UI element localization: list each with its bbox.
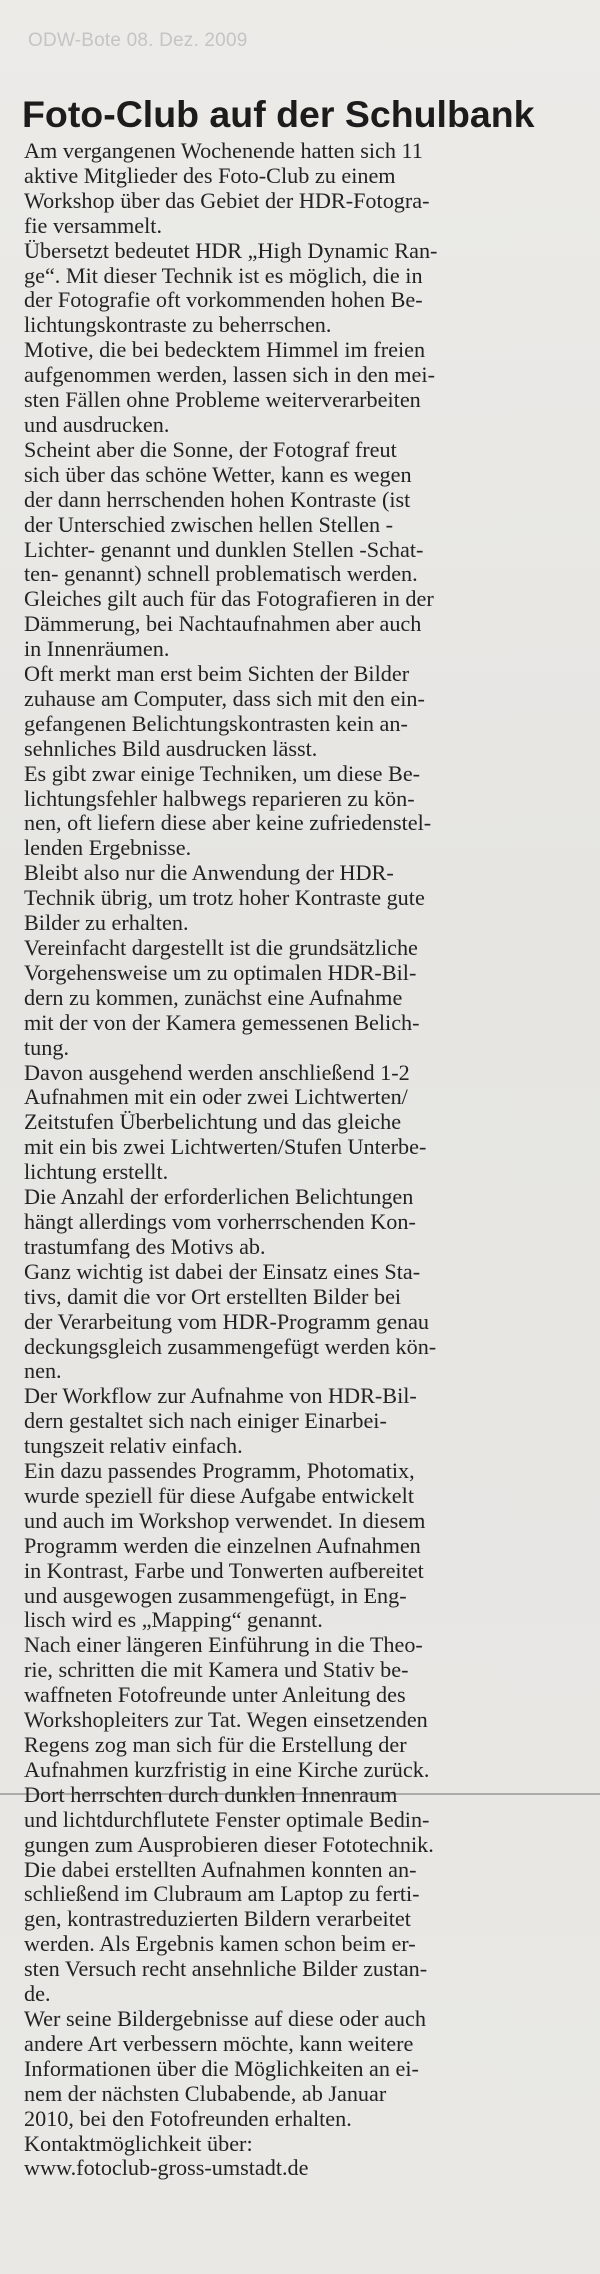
- article-line: deckungsgleich zusammengefügt werden kön-: [24, 1333, 437, 1359]
- article-line: Vorgehensweise um zu optimalen HDR-Bil-: [24, 959, 417, 985]
- article-line: Oft merkt man erst beim Sichten der Bilder: [24, 661, 410, 687]
- article-line: Nach einer längeren Einführung in die Theo-: [24, 1632, 423, 1658]
- article-line: schließend im Clubraum am Laptop zu ferti-: [24, 1881, 420, 1907]
- article-line: Es gibt zwar einige Techniken, um diese Be-: [24, 760, 421, 786]
- article-paragraph: [24, 139, 586, 239]
- article-line: der dann herrschenden hohen Kontraste (ist: [24, 486, 411, 512]
- article-line: Bilder zu erhalten.: [24, 910, 189, 936]
- article-line: gungen zum Ausprobieren dieser Fototechnik.: [24, 1831, 434, 1857]
- article-line: de.: [24, 1981, 51, 2007]
- article-paragraph: [24, 338, 586, 438]
- article-paragraph: [24, 1633, 586, 1782]
- article-line: 2010, bei den Fotofreunden erhalten.: [24, 2105, 352, 2131]
- article-line: mit der von der Kamera gemessenen Belich-: [24, 1009, 420, 1035]
- article-line: hängt allerdings vom vorherrschenden Kon-: [24, 1208, 416, 1234]
- article-line: rie, schritten die mit Kamera und Stativ be-: [24, 1657, 409, 1683]
- article-paragraph: [24, 438, 586, 587]
- article-paragraph: [24, 1459, 586, 1633]
- article-line: dern gestaltet sich nach einiger Einarbei-: [24, 1408, 387, 1434]
- article-line: Programm werden die einzelnen Aufnahmen: [24, 1532, 421, 1558]
- article-line: Dort herrschten durch dunklen Innenraum: [24, 1781, 398, 1807]
- article-paragraph: [24, 1185, 586, 1260]
- article-line: trastumfang des Motivs ab.: [24, 1233, 266, 1259]
- article-line: und ausgewogen zusammengefügt, in Eng-: [24, 1582, 407, 1608]
- article-line: Die Anzahl der erforderlichen Belichtungen: [24, 1184, 414, 1210]
- article-line: Workshop über das Gebiet der HDR-Fotogra-: [24, 187, 430, 213]
- article-line: www.fotoclub-gross-umstadt.de: [24, 2155, 309, 2181]
- article-line: werden. Als Ergebnis kamen schon beim er-: [24, 1931, 416, 1957]
- article-line: und ausdrucken.: [24, 411, 170, 437]
- article-paragraph: [24, 1384, 586, 1459]
- article-line: Dämmerung, bei Nachtaufnahmen aber auch: [24, 611, 422, 637]
- article-line: Technik übrig, um trotz hoher Kontraste gute: [24, 885, 425, 911]
- article-line: gen, kontrastreduzierten Bildern verarbeitet: [24, 1906, 411, 1932]
- article-line: tungszeit relativ einfach.: [24, 1433, 243, 1459]
- article-line: Kontaktmöglichkeit über:: [24, 2130, 253, 2156]
- article-line: waffneten Fotofreunde unter Anleitung des: [24, 1682, 406, 1708]
- article-line: Übersetzt bedeutet HDR „High Dynamic Ran-: [24, 237, 438, 263]
- article-line: Aufnahmen mit ein oder zwei Lichtwerten/: [24, 1084, 408, 1110]
- article-line: sten Versuch recht ansehnliche Bilder zustan-: [24, 1956, 428, 1982]
- article-line: in Innenräumen.: [24, 636, 170, 662]
- article-paragraph: [24, 762, 586, 862]
- article-paragraph: [24, 239, 586, 339]
- article-line: und lichtdurchflutete Fenster optimale Bedin-: [24, 1806, 430, 1832]
- article-paragraph: [24, 2007, 586, 2181]
- article-line: der Fotografie oft vorkommenden hohen Be-: [24, 287, 423, 313]
- article-line: tivs, damit die vor Ort erstellten Bilder bei: [24, 1283, 402, 1309]
- article-line: Bleibt also nur die Anwendung der HDR-: [24, 860, 394, 886]
- article-paragraph: [24, 1061, 586, 1186]
- source-line: ODW-Bote 08. Dez. 2009: [28, 30, 248, 51]
- article-line: dern zu kommen, zunächst eine Aufnahme: [24, 984, 403, 1010]
- article-line: Vereinfacht dargestellt ist die grundsätzliche: [24, 935, 418, 960]
- article-line: Regens zog man sich für die Erstellung der: [24, 1732, 407, 1757]
- article-line: Informationen über die Möglichkeiten an ei-: [24, 2055, 419, 2081]
- article-line: lichtungskontraste zu beherrschen.: [24, 312, 332, 338]
- article-line: sich über das schöne Wetter, kann es wegen: [24, 461, 412, 487]
- article-line: lisch wird es „Mapping“ genannt.: [24, 1607, 323, 1633]
- article-line: nen.: [24, 1358, 62, 1384]
- article-line: sehnliches Bild ausdrucken lässt.: [24, 735, 318, 761]
- article-line: lenden Ergebnisse.: [24, 835, 192, 861]
- article-line: zuhause am Computer, dass sich mit den ein-: [24, 685, 425, 711]
- article-line: ten- genannt) schnell problematisch werden.: [24, 561, 418, 587]
- article-line: Motive, die bei bedecktem Himmel im freien: [24, 337, 426, 363]
- article-line: Der Workflow zur Aufnahme von HDR-Bil-: [24, 1383, 417, 1409]
- article-line: Zeitstufen Überbelichtung und das gleiche: [24, 1109, 402, 1135]
- article-line: in Kontrast, Farbe und Tonwerten aufbereitet: [24, 1557, 424, 1583]
- headline: Foto-Club auf der Schulbank: [22, 93, 535, 135]
- article-line: der Unterschied zwischen hellen Stellen -: [24, 511, 394, 537]
- article-line: aufgenommen werden, lassen sich in den mei-: [24, 362, 435, 388]
- article-line: gefangenen Belichtungskontrasten kein an-: [24, 710, 408, 736]
- article-line: Am vergangenen Wochenende hatten sich 11: [24, 138, 423, 163]
- article-line: lichtungsfehler halbwegs reparieren zu kön-: [24, 785, 415, 811]
- article-paragraph: [24, 1260, 586, 1385]
- article-line: Gleiches gilt auch für das Fotografieren in der: [24, 586, 434, 612]
- article-line: der Verarbeitung vom HDR-Programm genau: [24, 1308, 430, 1334]
- article-line: Wer seine Bildergebnisse auf diese oder auch: [24, 2005, 426, 2031]
- article-line: und auch im Workshop verwendet. In diesem: [24, 1507, 426, 1533]
- article-paragraph: [24, 587, 586, 662]
- article-line: ge“. Mit dieser Technik ist es möglich, die in: [24, 262, 423, 288]
- article-line: Die dabei erstellten Aufnahmen konnten an-: [24, 1856, 417, 1882]
- article-line: fie versammelt.: [24, 212, 163, 238]
- article-line: Workshopleiters zur Tat. Wegen einsetzenden: [24, 1707, 428, 1733]
- article-paragraph: [24, 662, 586, 762]
- article-line: Scheint aber die Sonne, der Fotograf freut: [24, 436, 397, 462]
- paper-fold-line: [0, 1793, 600, 1795]
- article-line: tung.: [24, 1034, 69, 1060]
- article-line: Lichter- genannt und dunklen Stellen -Schat-: [24, 536, 424, 562]
- article-line: nen, oft liefern diese aber keine zufriedenstel-: [24, 810, 432, 836]
- article-line: Aufnahmen kurzfristig in eine Kirche zurück.: [24, 1756, 430, 1782]
- article-line: Ganz wichtig ist dabei der Einsatz eines Sta-: [24, 1258, 421, 1284]
- article-line: Davon ausgehend werden anschließend 1-2: [24, 1059, 410, 1085]
- article-line: mit ein bis zwei Lichtwerten/Stufen Unterbe-: [24, 1134, 427, 1160]
- article-line: aktive Mitglieder des Foto-Club zu einem: [24, 162, 396, 188]
- article-line: wurde speziell für diese Aufgabe entwickelt: [24, 1482, 414, 1508]
- article-paragraph: [24, 1783, 586, 2007]
- article-line: andere Art verbessern möchte, kann weitere: [24, 2030, 414, 2056]
- article-line: lichtung erstellt.: [24, 1159, 169, 1185]
- article-line: sten Fällen ohne Probleme weiterverarbeiten: [24, 387, 421, 413]
- article-line: nem der nächsten Clubabende, ab Januar: [24, 2080, 387, 2106]
- article-paragraph: [24, 936, 586, 1061]
- article-paragraph: [24, 861, 586, 936]
- article-line: Ein dazu passendes Programm, Photomatix,: [24, 1458, 415, 1484]
- article-body: [24, 139, 586, 2181]
